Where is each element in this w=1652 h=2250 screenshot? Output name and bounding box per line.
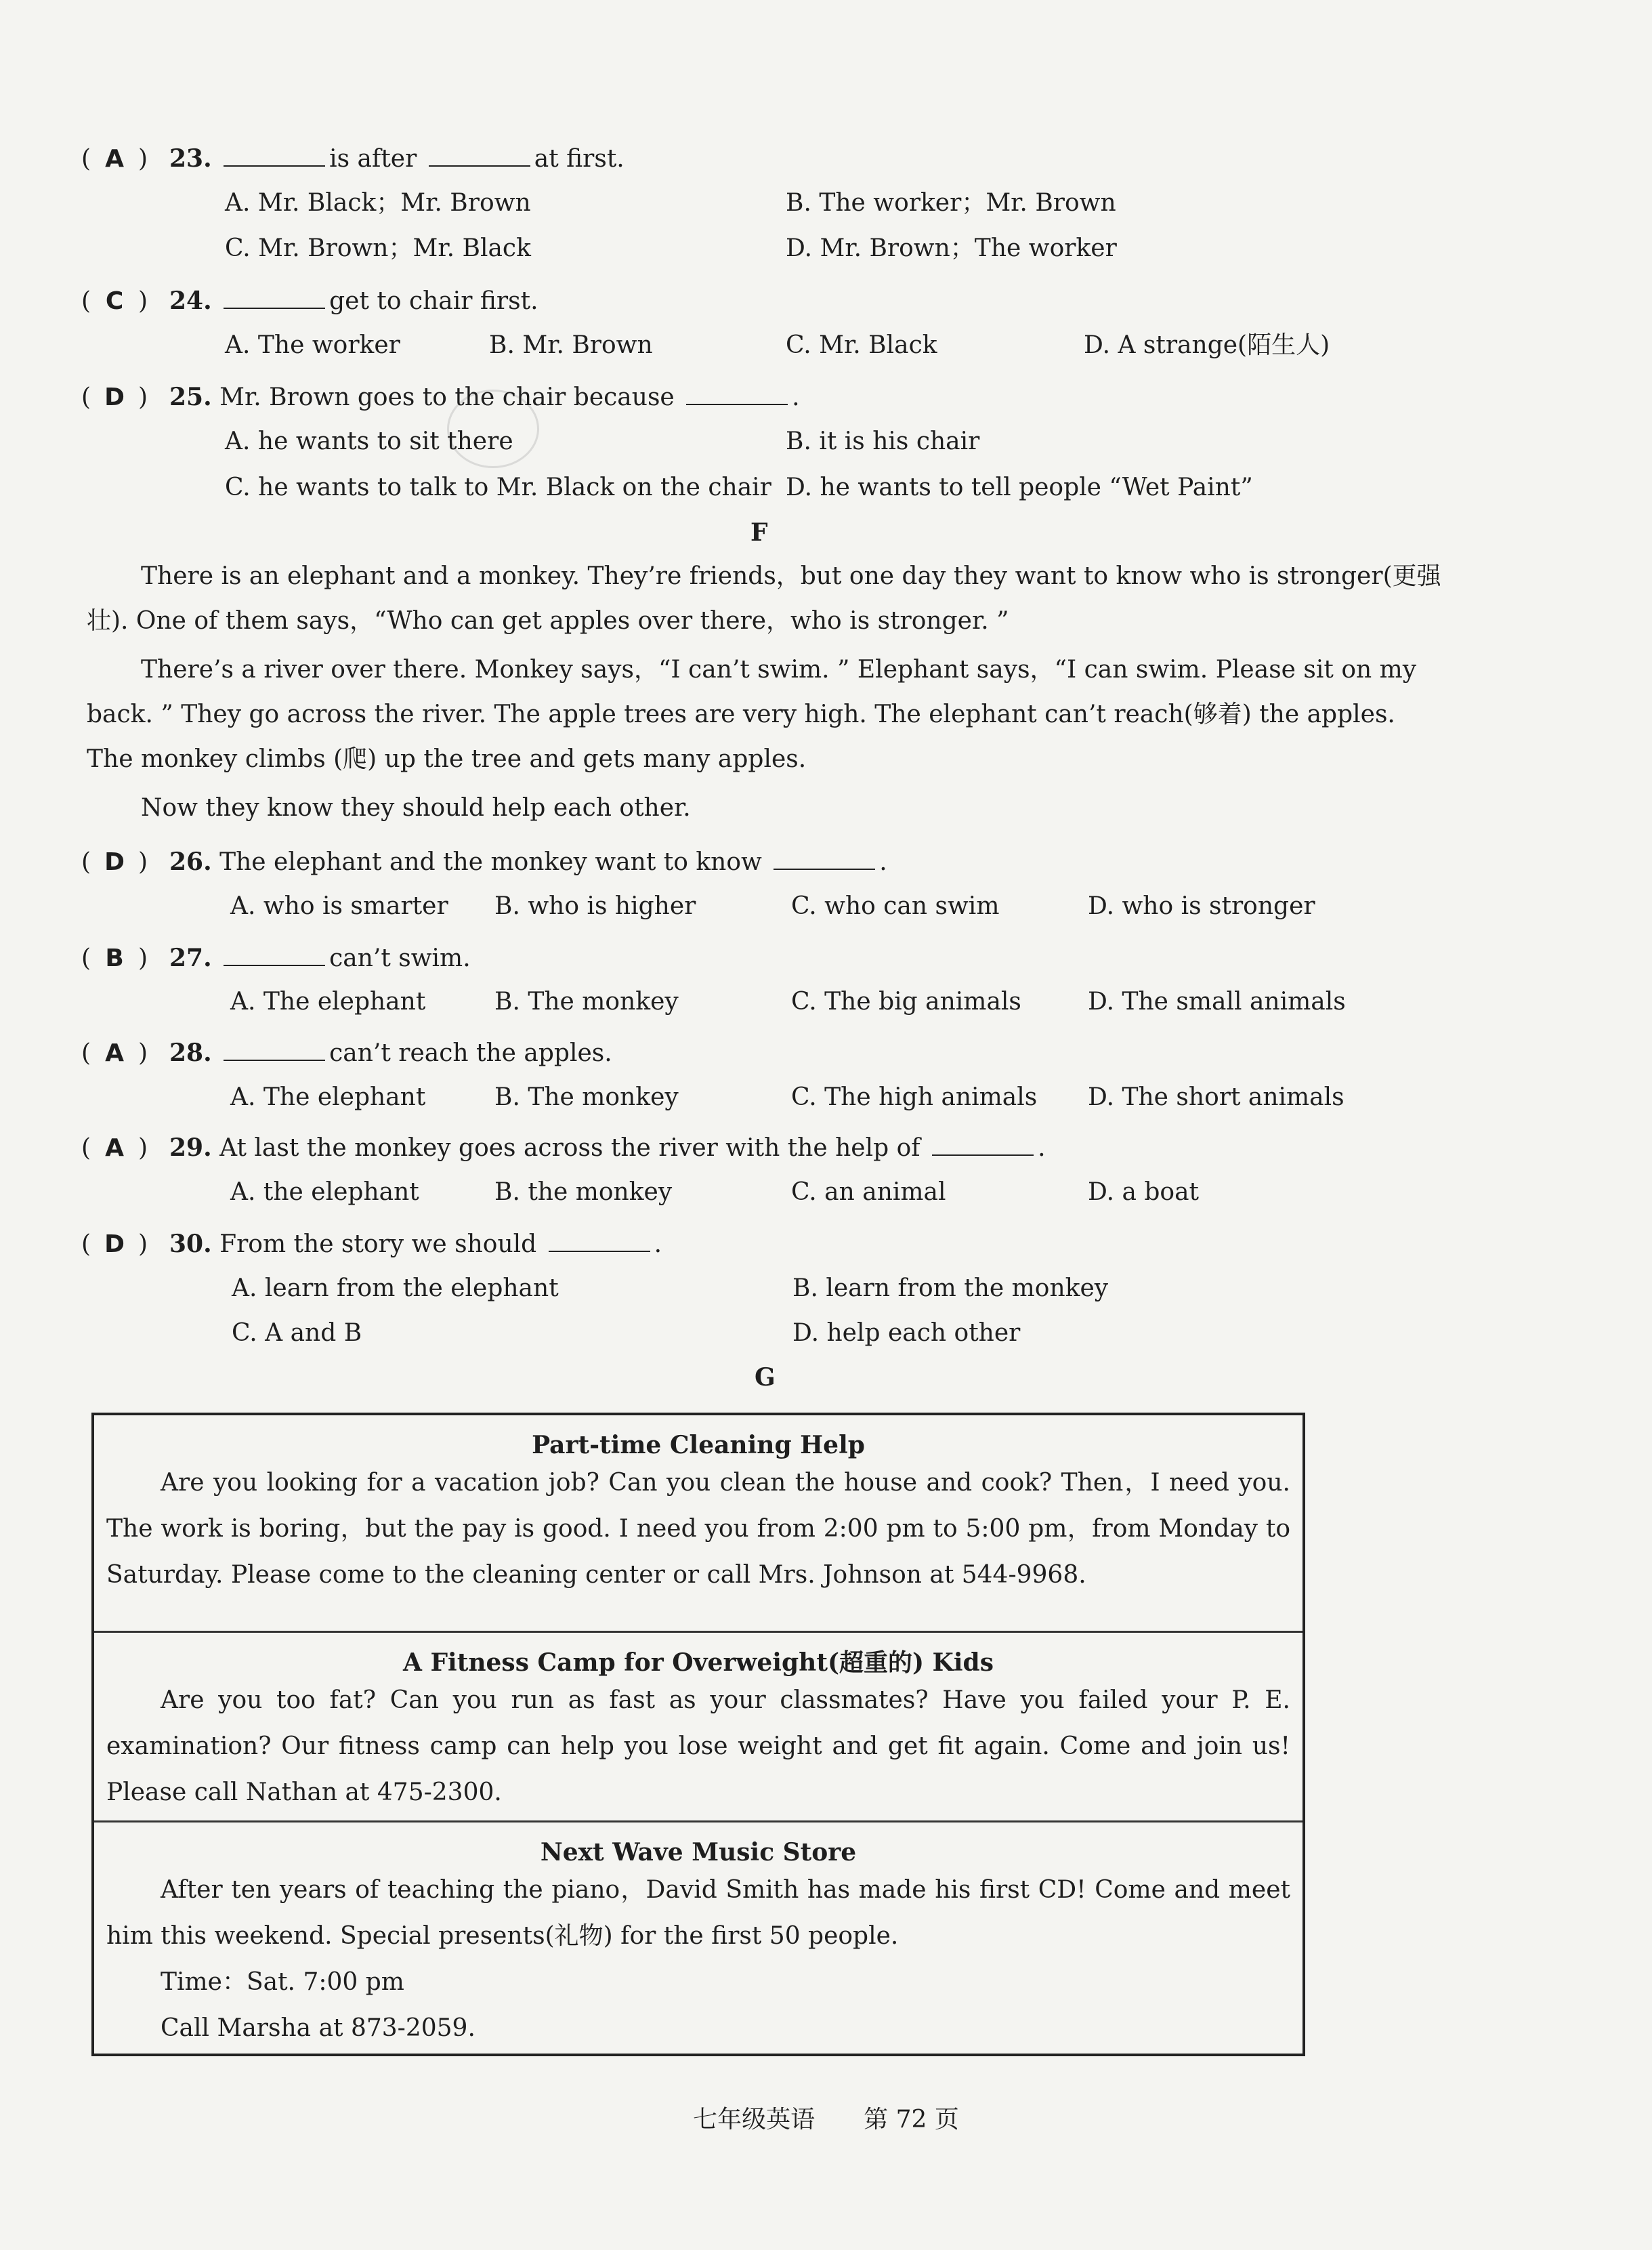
ad-title: Next Wave Music Store — [540, 1838, 857, 1867]
section-heading-g: G — [755, 1363, 776, 1392]
option: D. Mr. Brown；The worker — [786, 234, 1117, 262]
option: A. The elephant — [230, 1083, 426, 1111]
answer-29: A — [105, 1134, 124, 1162]
question-27: ( B ) 27. can’t swim. — [81, 942, 471, 974]
option: C. A and B — [232, 1319, 362, 1347]
answer-28: A — [105, 1039, 124, 1067]
answer-26: D — [104, 848, 125, 876]
option: A. Mr. Black；Mr. Brown — [225, 189, 531, 217]
passage-paragraph: There’s a river over there. Monkey says，“I can’t swim. ” Elephant says，“I can swim. Please sit on my back. ” They go across the river. The apple trees are very high. The elephant can’t reach(够着) the apples. The monkey climbs (爬) up the tree and gets many apples. — [87, 656, 1417, 773]
ad-title: Part-time Cleaning Help — [532, 1431, 865, 1459]
option: C. The big animals — [791, 988, 1021, 1016]
ad-body: Are you looking for a vacation job? Can you clean the house and cook? Then，I need you. The work is boring，but the pay is good. I need you from 2:00 pm to 5:00 pm，from Monday to Saturday. Please come to the cleaning center or call Mrs. Johnson at 544-9968. — [106, 1469, 1290, 1589]
question-29: ( A ) 29. At last the monkey goes across the river with the help of . — [81, 1131, 1046, 1163]
answer-24: C — [105, 287, 124, 315]
blank — [549, 1228, 650, 1252]
option: A. he wants to sit there — [225, 428, 513, 455]
ad-fitness-camp — [94, 1631, 1302, 1820]
section-heading-f: F — [750, 518, 768, 547]
answer-27: B — [105, 944, 124, 972]
question-26: ( D ) 26. The elephant and the monkey want to know . — [81, 846, 887, 877]
option: B. The worker；Mr. Brown — [786, 189, 1116, 217]
blank — [932, 1131, 1034, 1156]
ad-title: A Fitness Camp for Overweight(超重的) Kids — [403, 1648, 994, 1677]
answer-30: D — [104, 1230, 125, 1258]
blank — [224, 142, 325, 167]
option: B. The monkey — [494, 988, 679, 1016]
passage-paragraph: Now they know they should help each other. — [141, 794, 691, 822]
ad-time: Time：Sat. 7:00 pm — [161, 1968, 404, 1996]
question-24: ( C ) 24. get to chair first. — [81, 285, 538, 316]
blank — [224, 942, 325, 966]
page-footer: 七年级英语 第 72 页 — [693, 2106, 959, 2133]
option: A. The worker — [225, 331, 400, 359]
option: D. help each other — [792, 1319, 1021, 1347]
ad-body: After ten years of teaching the piano，David Smith has made his first CD! Come and meet him this weekend. Special presents(礼物) for the first 50 people. — [106, 1876, 1290, 1950]
option: D. The small animals — [1088, 988, 1346, 1016]
option: A. learn from the elephant — [232, 1274, 559, 1302]
option: B. it is his chair — [786, 428, 980, 455]
option: C. an animal — [791, 1178, 946, 1206]
option: C. he wants to talk to Mr. Black on the chair — [225, 474, 771, 501]
option: D. he wants to tell people “Wet Paint” — [786, 474, 1253, 501]
question-30: ( D ) 30. From the story we should . — [81, 1228, 662, 1259]
option: C. who can swim — [791, 892, 1000, 920]
option: B. Mr. Brown — [489, 331, 653, 359]
option: B. The monkey — [494, 1083, 679, 1111]
option: D. A strange(陌生人) — [1084, 331, 1330, 359]
blank — [429, 142, 530, 167]
passage-paragraph: There is an elephant and a monkey. They’re friends，but one day they want to know who is stronger(更强壮). One of them says，“Who can get apples over there，who is stronger. ” — [87, 562, 1441, 635]
option: D. a boat — [1088, 1178, 1200, 1206]
answer-25: D — [104, 383, 125, 411]
blank — [686, 381, 788, 405]
option: A. who is smarter — [230, 892, 448, 920]
ads-box — [91, 1413, 1305, 2056]
option: C. Mr. Black — [786, 331, 937, 359]
option: C. Mr. Brown；Mr. Black — [225, 234, 531, 262]
answer-23: A — [105, 145, 124, 173]
option: A. The elephant — [230, 988, 426, 1016]
ad-music-store — [94, 1820, 1302, 2054]
option: B. the monkey — [494, 1178, 673, 1206]
question-23: ( A ) 23. is after at first. — [81, 142, 624, 174]
option: D. The short animals — [1088, 1083, 1344, 1111]
option: C. The high animals — [791, 1083, 1038, 1111]
blank — [224, 285, 325, 309]
option: B. who is higher — [494, 892, 696, 920]
option: B. learn from the monkey — [792, 1274, 1109, 1302]
ad-cleaning-help — [94, 1415, 1302, 1631]
ad-call: Call Marsha at 873-2059. — [161, 2014, 475, 2042]
blank — [774, 846, 875, 870]
ad-body: Are you too fat? Can you run as fast as your classmates? Have you failed your P. E. examination? Our fitness camp can help you lose weight and get fit again. Come and join us! Please call Nathan at 475-2300. — [106, 1686, 1290, 1806]
question-28: ( A ) 28. can’t reach the apples. — [81, 1037, 612, 1068]
blank — [224, 1037, 325, 1061]
option: D. who is stronger — [1088, 892, 1315, 920]
question-25: ( D ) 25. Mr. Brown goes to the chair because . — [81, 381, 800, 413]
option: A. the elephant — [230, 1178, 419, 1206]
